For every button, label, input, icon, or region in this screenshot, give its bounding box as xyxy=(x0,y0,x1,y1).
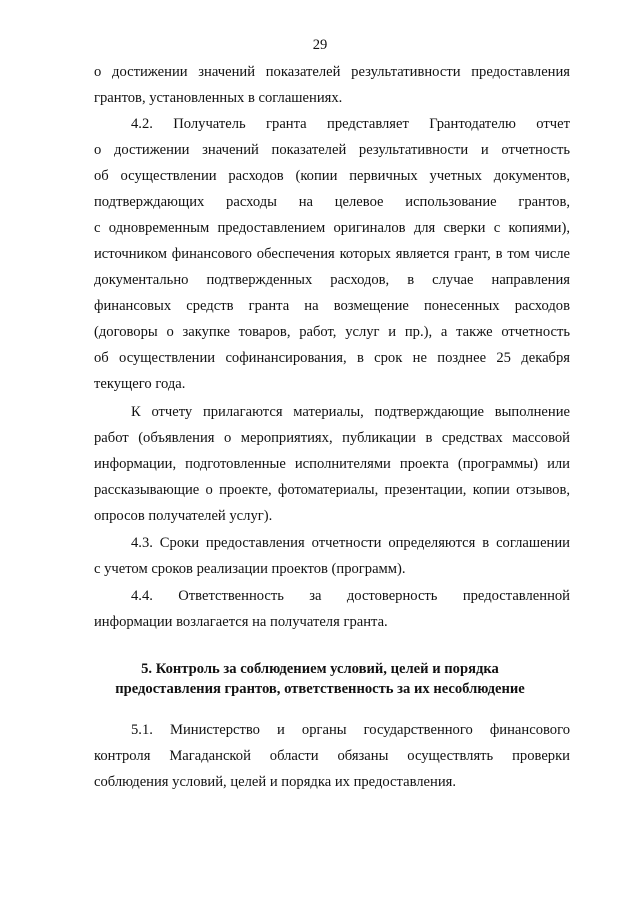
text-line: рассказывающие о проекте, фотоматериалы, презентации, копии отзывов, xyxy=(94,482,570,498)
text-line: с одновременным предоставлением оригиналов для сверки с копиями), xyxy=(94,220,570,236)
text-line: контроля Магаданской области обязаны осуществлять проверки xyxy=(94,748,570,764)
paragraph-4-2-first-line: 4.2. Получатель гранта представляет Грантодателю отчет xyxy=(131,116,570,132)
text-line: источником финансового обеспечения которых является грант, в том числе xyxy=(94,246,570,262)
section-5-heading-line-2: предоставления грантов, ответственность за их несоблюдение xyxy=(115,681,525,697)
text-line: (договоры о закупке товаров, работ, услуг и пр.), а также отчетность xyxy=(94,324,570,340)
text-line: об осуществлении софинансирования, в срок не позднее 25 декабря xyxy=(94,350,570,366)
paragraph-attachments-first-line: К отчету прилагаются материалы, подтверждающие выполнение xyxy=(131,404,570,420)
text-line: о достижении значений показателей результативности предоставления xyxy=(94,64,570,80)
paragraph-4-4-first-line: 4.4. Ответственность за достоверность предоставленной xyxy=(131,588,570,604)
text-line: грантов, установленных в соглашениях. xyxy=(94,90,343,106)
text-line: финансовых средств гранта на возмещение понесенных расходов xyxy=(94,298,570,314)
text-line: работ (объявления о мероприятиях, публикации в средствах массовой xyxy=(94,430,570,446)
text-line: о достижении значений показателей результативности и отчетность xyxy=(94,142,570,158)
text-line: с учетом сроков реализации проектов (программ). xyxy=(94,561,406,577)
page-number: 29 xyxy=(312,37,328,53)
text-line: подтверждающих расходы на целевое использование грантов, xyxy=(94,194,570,210)
text-line: информации, подготовленные исполнителями проекта (программы) или xyxy=(94,456,570,472)
text-line: об осуществлении расходов (копии первичных учетных документов, xyxy=(94,168,570,184)
paragraph-5-1-first-line: 5.1. Министерство и органы государственного финансового xyxy=(131,722,570,738)
text-line: документально подтвержденных расходов, в случае направления xyxy=(94,272,570,288)
text-line: текущего года. xyxy=(94,376,186,392)
text-line: информации возлагается на получателя гранта. xyxy=(94,614,388,630)
paragraph-4-3-first-line: 4.3. Сроки предоставления отчетности определяются в соглашении xyxy=(131,535,570,551)
section-5-heading-line-1: 5. Контроль за соблюдением условий, целей и порядка xyxy=(141,661,499,677)
text-line: соблюдения условий, целей и порядка их предоставления. xyxy=(94,774,457,790)
text-line: опросов получателей услуг). xyxy=(94,508,273,524)
